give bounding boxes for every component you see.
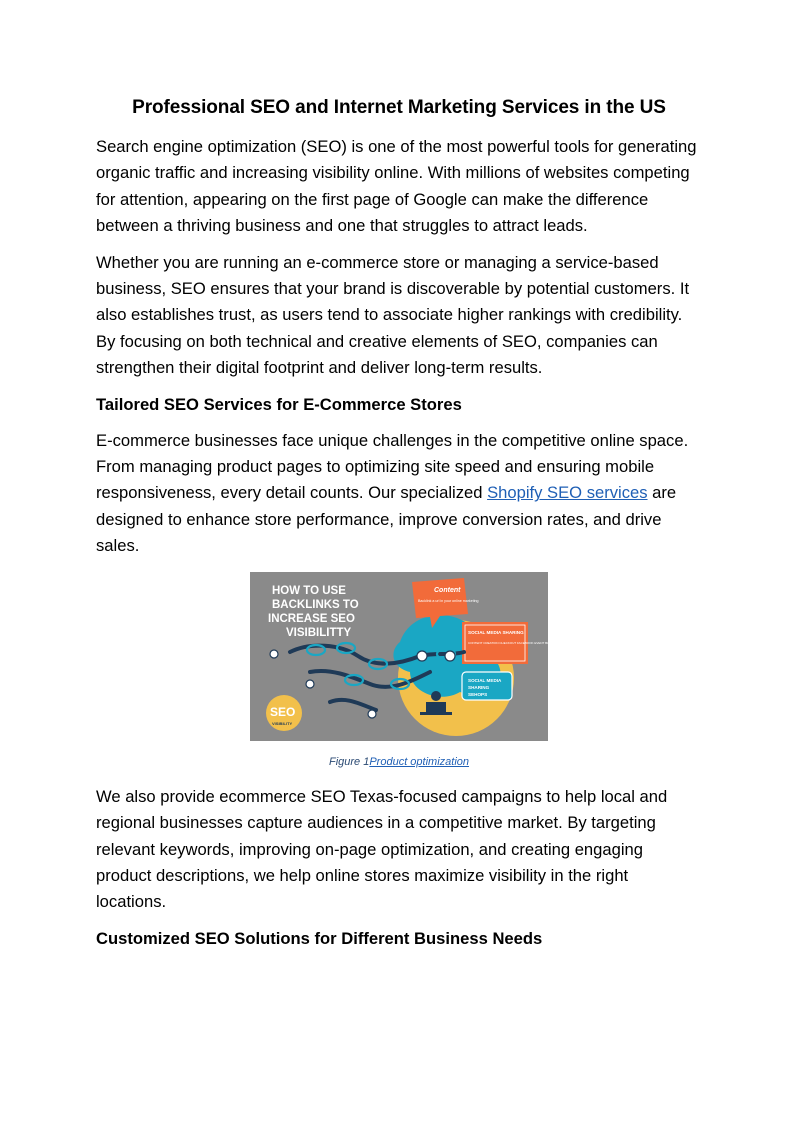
seo-badge-text: SEO (270, 704, 296, 719)
infographic-headline-4: VISIBILITTY (286, 626, 352, 639)
content-bubble-text: Backlink a url in your online marketing (418, 598, 479, 603)
figure (96, 572, 702, 741)
product-optimization-link[interactable]: Product optimization (369, 755, 470, 768)
backlinks-infographic-image (250, 572, 562, 741)
seo-badge-subtext: VISIBILITY (272, 720, 293, 726)
figure-caption (96, 754, 702, 770)
content-bubble-title: Content (434, 586, 461, 594)
social-box-2-line-1: SOCIAL MEDIA (468, 677, 502, 683)
page-title: Professional SEO and Internet Marketing Services in the US (132, 97, 666, 118)
texas-seo-paragraph: We also provide ecommerce SEO Texas-focused campaigns to help local and regional businesses capture audiences in a competitive market. By targeting relevant keywords, improving on-page optimization, and creating engaging product descriptions, we help online stores maximize visibility in the right locations. (96, 786, 668, 912)
section-heading-ecommerce: Tailored SEO Services for E-Commerce Stores (96, 394, 462, 414)
social-box-1-text: CONTENT CREATION CHECKOUT FACEBOOK EVENT BLOGGING (468, 640, 562, 645)
infographic-headline-2: BACKLINKS TO (272, 598, 359, 611)
social-box-1-title: SOCIAL MEDIA SHARING (468, 629, 524, 635)
intro-paragraph-1: Search engine optimization (SEO) is one of the most powerful tools for generating organic traffic and increasing visibility online. With millions of websites competing for attention, appearing on the first page of Google can make the difference between a thriving business and one that struggles to attract leads. (96, 137, 697, 236)
infographic-headline-1: HOW TO USE (272, 584, 346, 597)
shopify-seo-link[interactable]: Shopify SEO services (487, 483, 648, 503)
social-box-2-line-3: SEHOPS (468, 691, 488, 697)
ecommerce-paragraph (96, 428, 702, 560)
ecommerce-text-after: are designed to enhance store performance, improve conversion rates, and drive sales. (96, 483, 677, 556)
document-body (96, 95, 702, 962)
section-heading-customized: Customized SEO Solutions for Different Business Needs (96, 928, 543, 948)
caption-prefix: Figure 1 (328, 755, 370, 768)
infographic-headline-3: INCREASE SEO (268, 612, 355, 625)
intro-paragraph-2: Whether you are running an e-commerce store or managing a service-based business, SEO ensures that your brand is discoverable by potential customers. It also establishes trust, as users tend to associate higher rankings with credibility. By focusing on both technical and creative elements of SEO, companies can strengthen their digital footprint and deliver long-term results. (96, 252, 690, 378)
social-box-2-line-2: SHARING (468, 684, 490, 690)
ecommerce-text-before: E-commerce businesses face unique challenges in the competitive online space. From managing product pages to optimizing site speed and ensuring mobile responsiveness, every detail counts. Our specialized (96, 430, 689, 503)
